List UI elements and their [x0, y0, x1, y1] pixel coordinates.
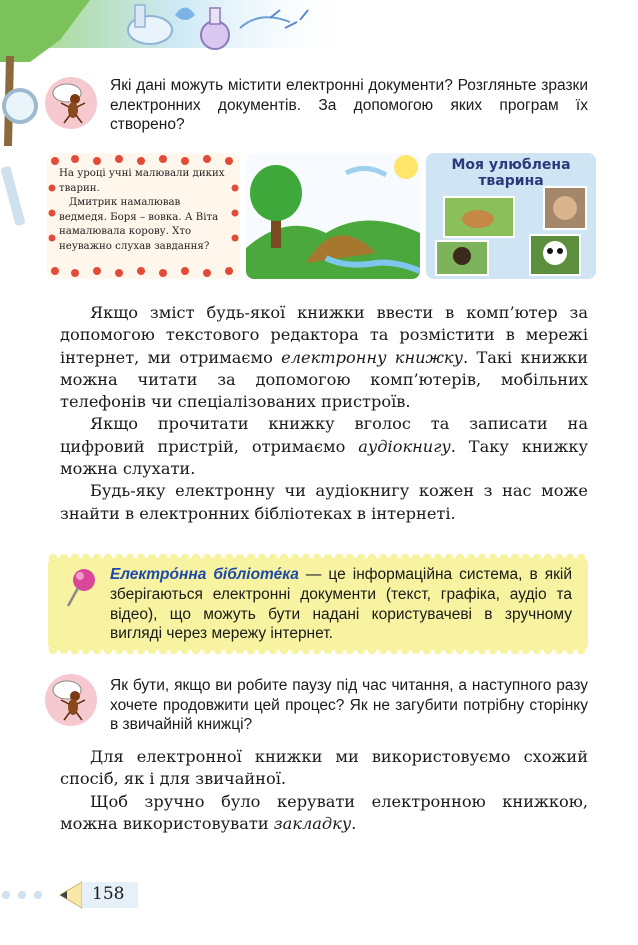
- paragraph-ebook-text-a: Якщо зміст будь-якої книжки ввести в комп’ютер за допомогою текстового редактора та розмістити в мережі інтернет, ми отримаємо: [60, 303, 588, 367]
- term-bookmark: закладку: [273, 813, 352, 833]
- paragraph-bookmark-text-a: Щоб зручно було керувати електронною книжкою, можна використовувати: [60, 791, 588, 833]
- term-audiobook: аудіокнигу: [358, 436, 451, 456]
- definition-body: — це інформаційна система, в якій зберігаються електронні документи (текст, графіка, аудіо та відео), що можуть бути надані користувачеві в зручному вигляді через мережу інтернет.: [110, 566, 572, 643]
- paragraph-audiobook: [60, 413, 588, 480]
- question-2: Як бути, якщо ви робите паузу під час читання, а наступного разу хочете продовжити цей процес? Як не загубити потрібну сторінку в звичайній книжці?: [110, 677, 588, 733]
- ant-avatar-icon: [45, 77, 97, 129]
- pushpin-icon: [62, 566, 102, 610]
- paragraph-audiobook-text-a: Якщо прочитати книжку вголос та записати на цифровий пристрій, отримаємо: [60, 414, 588, 456]
- paragraph-bookmark-text-b: .: [351, 813, 357, 833]
- bookmark-text-block: [60, 746, 588, 835]
- term-ebook: електронну книжку: [281, 347, 463, 367]
- magnifier-decoration: [0, 56, 44, 256]
- landscape-drawing: [246, 153, 420, 279]
- ebook-sample-text: [59, 167, 229, 255]
- paragraph-bookmark: [60, 791, 588, 836]
- main-text-block: [60, 302, 588, 525]
- paragraph-ebook-text-b: . Такі книжки можна читати за допомогою комп’ютерів, мобільних телефонів чи спеціалізованих пристроїв.: [60, 347, 589, 412]
- definition-box: [48, 558, 588, 650]
- ebook-line-2: Дмитрик намалював ведмедя. Боря – вовка. А Віта намалювала корову. Хто неуважно слухав завдання?: [59, 197, 219, 252]
- ant-avatar-icon-2: [45, 674, 97, 726]
- definition-term: Електро́нна бібліоте́ка: [110, 566, 299, 583]
- ebook-line-1: На уроці учні малювали диких тварин.: [59, 168, 225, 194]
- presentation-sample-card: [426, 153, 596, 279]
- page-number-pencil: [0, 878, 150, 912]
- paragraph-libraries: Будь-яку електронну чи аудіокнигу кожен з нас може знайти в електронних бібліотеках в інтернеті.: [60, 481, 588, 523]
- pet-photos: [426, 153, 596, 279]
- definition-text: [110, 565, 572, 644]
- drawing-sample-card: [246, 153, 420, 279]
- page-number: 158: [92, 884, 125, 904]
- paragraph-ebook: [60, 302, 588, 413]
- pets-card-title: Моя улюблена тварина: [451, 157, 571, 189]
- paragraph-audiobook-text-b: . Таку книжку можна слухати.: [60, 436, 588, 479]
- header-decoration: [0, 0, 360, 62]
- paragraph-similar-method: Для електронної книжки ми використовуємо схожий спосіб, як і для звичайної.: [60, 747, 588, 789]
- ebook-sample-card: [47, 153, 240, 279]
- question-1: Які дані можуть містити електронні документи? Розгляньте зразки електронних документів. За допомогою яких програм їх створено?: [110, 77, 588, 133]
